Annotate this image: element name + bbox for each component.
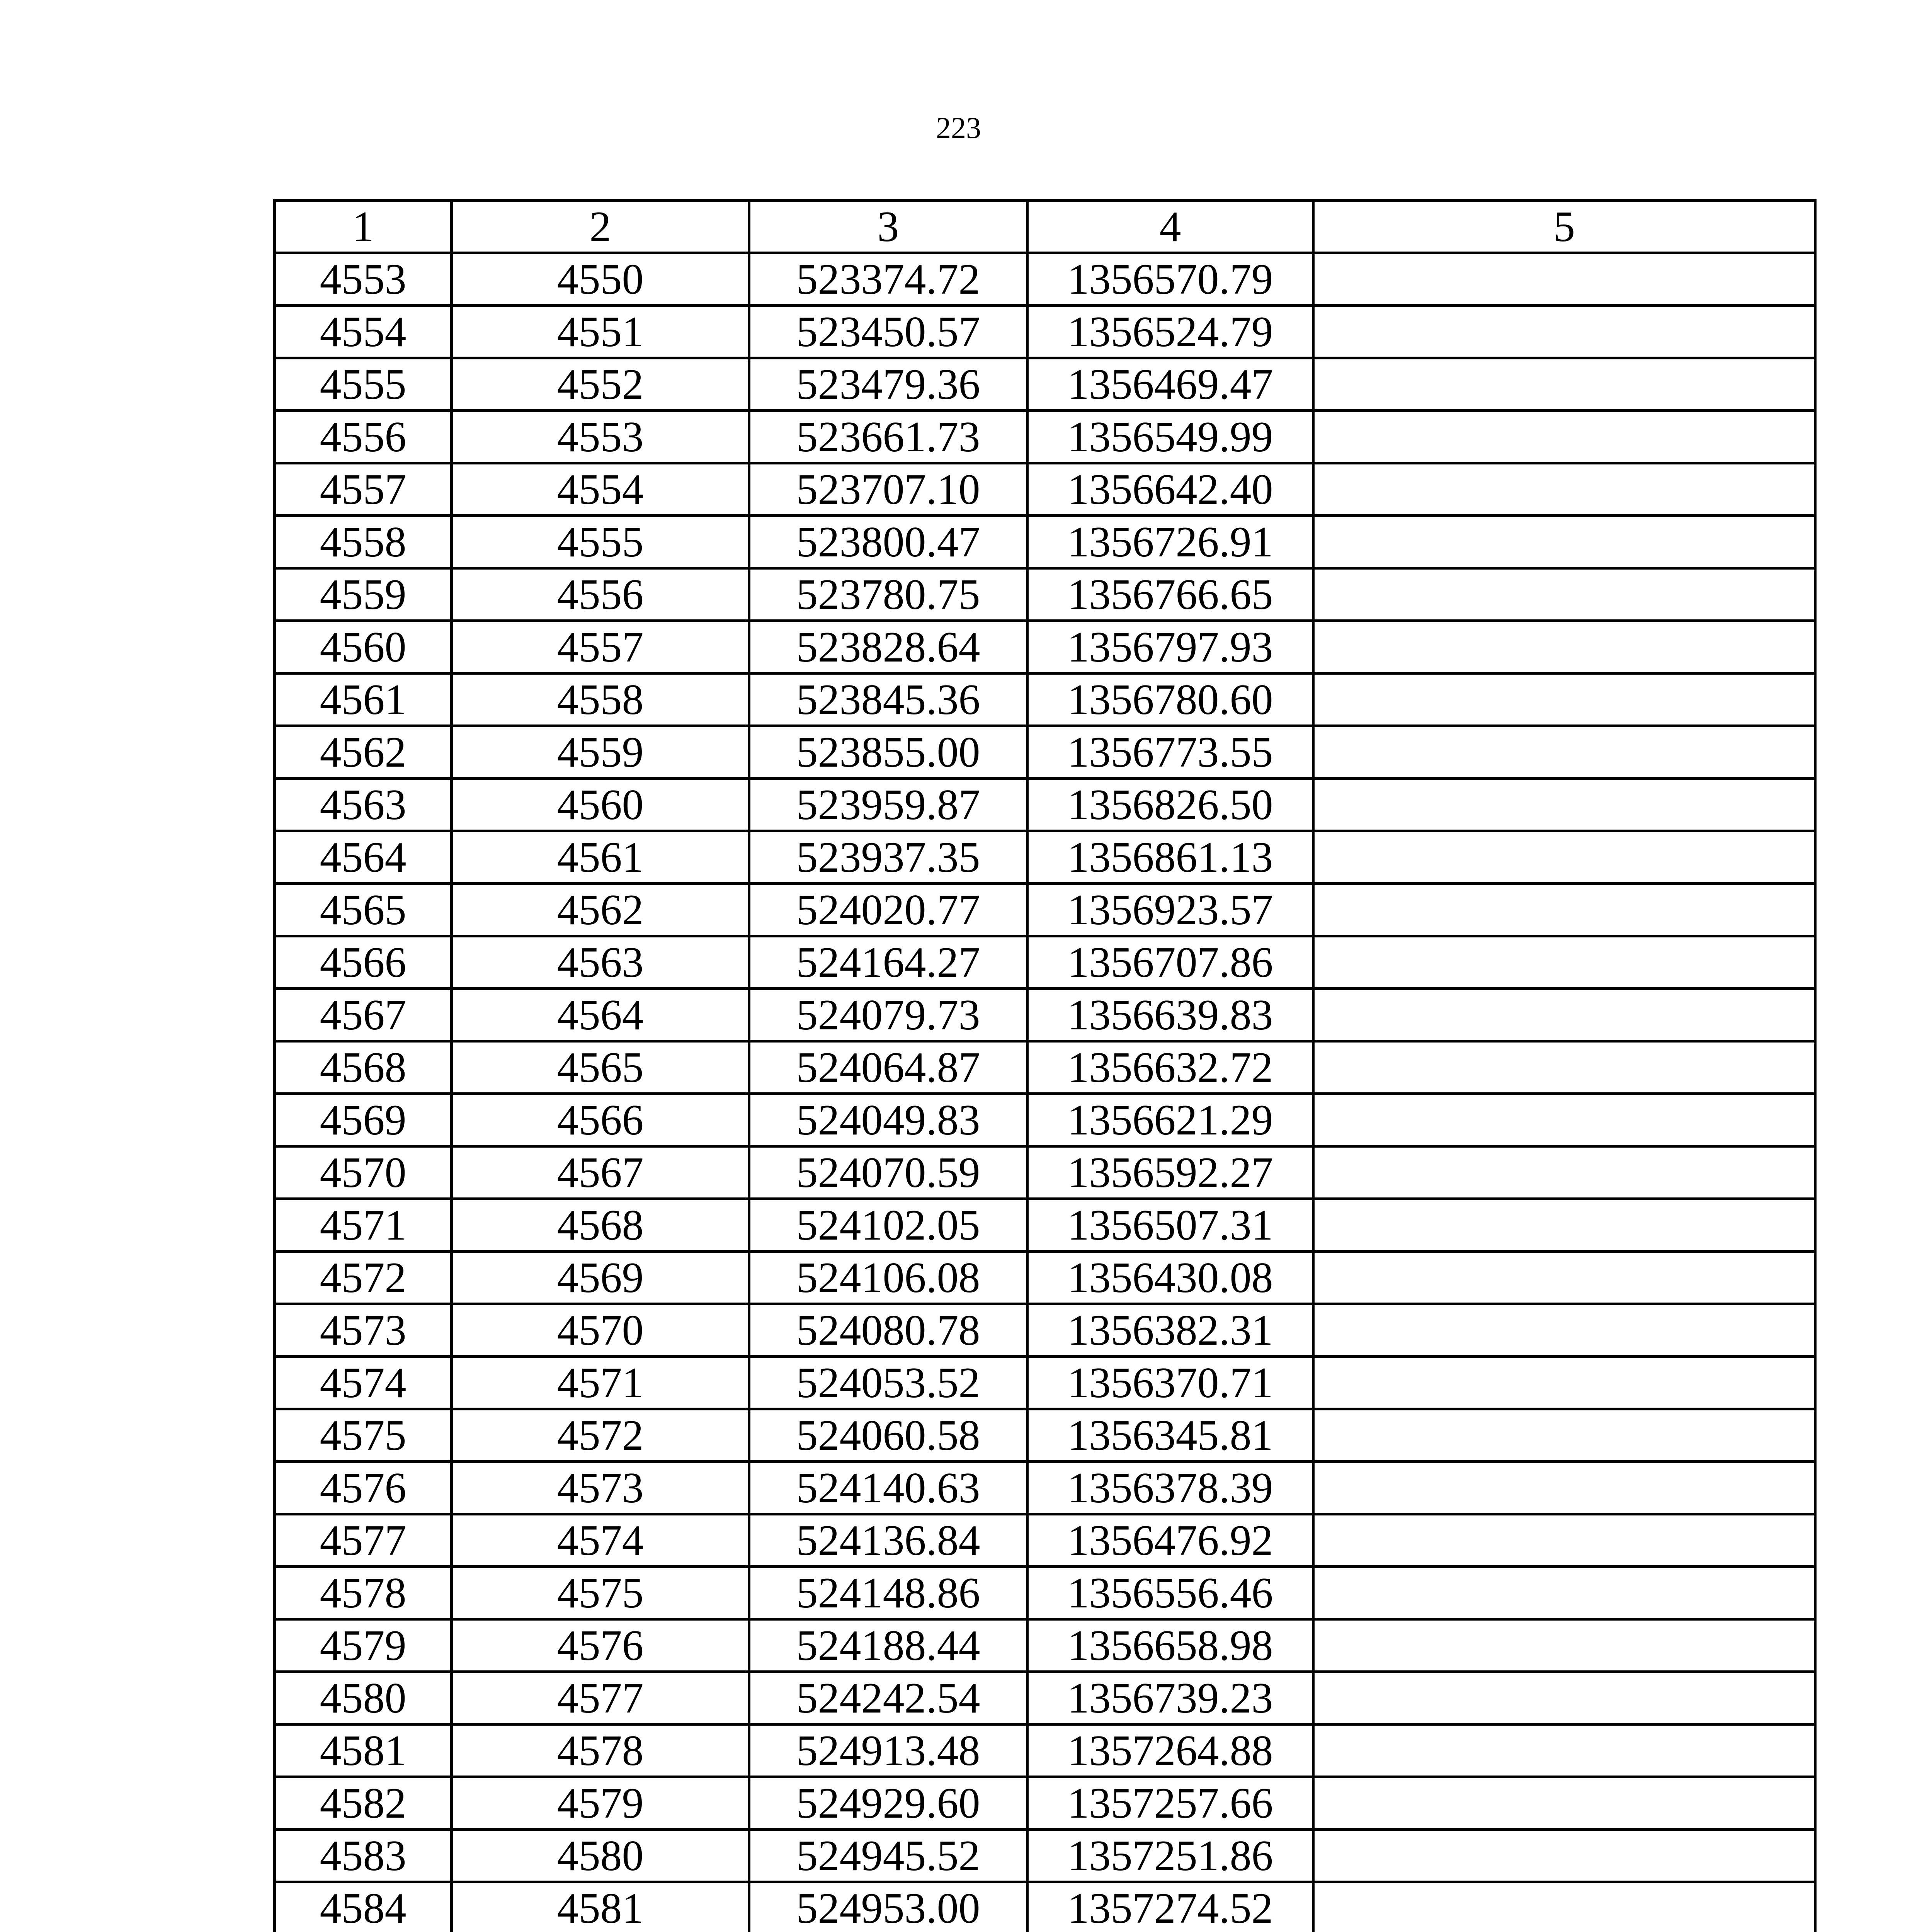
point-number-cell: 4568 bbox=[275, 1041, 452, 1094]
note-cell bbox=[1313, 358, 1815, 411]
prev-number-cell: 4551 bbox=[452, 306, 749, 358]
point-number-cell: 4569 bbox=[275, 1094, 452, 1146]
y-coordinate-cell: 1356382.31 bbox=[1027, 1304, 1313, 1357]
point-number-cell: 4584 bbox=[275, 1882, 452, 1932]
point-number-cell: 4575 bbox=[275, 1409, 452, 1462]
note-cell bbox=[1313, 1146, 1815, 1199]
prev-number-cell: 4563 bbox=[452, 936, 749, 989]
x-coordinate-cell: 524140.63 bbox=[749, 1462, 1027, 1514]
prev-number-cell: 4569 bbox=[452, 1252, 749, 1304]
note-cell bbox=[1313, 1041, 1815, 1094]
point-number-cell: 4579 bbox=[275, 1619, 452, 1672]
y-coordinate-cell: 1356430.08 bbox=[1027, 1252, 1313, 1304]
table-row bbox=[275, 1409, 1815, 1462]
note-cell bbox=[1313, 463, 1815, 516]
note-cell bbox=[1313, 726, 1815, 779]
y-coordinate-cell: 1356621.29 bbox=[1027, 1094, 1313, 1146]
prev-number-cell: 4555 bbox=[452, 516, 749, 568]
note-cell bbox=[1313, 516, 1815, 568]
note-cell bbox=[1313, 1830, 1815, 1882]
prev-number-cell: 4570 bbox=[452, 1304, 749, 1357]
table-row bbox=[275, 1514, 1815, 1567]
point-number-cell: 4555 bbox=[275, 358, 452, 411]
header-cell: 1 bbox=[275, 201, 452, 253]
table-row bbox=[275, 779, 1815, 831]
prev-number-cell: 4573 bbox=[452, 1462, 749, 1514]
y-coordinate-cell: 1356797.93 bbox=[1027, 621, 1313, 673]
y-coordinate-cell: 1356549.99 bbox=[1027, 411, 1313, 463]
header-cell: 2 bbox=[452, 201, 749, 253]
point-number-cell: 4554 bbox=[275, 306, 452, 358]
table-row bbox=[275, 1672, 1815, 1725]
note-cell bbox=[1313, 1882, 1815, 1932]
note-cell bbox=[1313, 1199, 1815, 1252]
point-number-cell: 4553 bbox=[275, 253, 452, 306]
x-coordinate-cell: 524164.27 bbox=[749, 936, 1027, 989]
table-row bbox=[275, 1882, 1815, 1932]
table-row bbox=[275, 1777, 1815, 1830]
point-number-cell: 4576 bbox=[275, 1462, 452, 1514]
table-row bbox=[275, 1830, 1815, 1882]
x-coordinate-cell: 523855.00 bbox=[749, 726, 1027, 779]
prev-number-cell: 4564 bbox=[452, 989, 749, 1041]
header-row bbox=[275, 201, 1815, 253]
y-coordinate-cell: 1356632.72 bbox=[1027, 1041, 1313, 1094]
prev-number-cell: 4571 bbox=[452, 1357, 749, 1409]
table-row bbox=[275, 884, 1815, 936]
note-cell bbox=[1313, 831, 1815, 884]
point-number-cell: 4559 bbox=[275, 568, 452, 621]
prev-number-cell: 4578 bbox=[452, 1725, 749, 1777]
table-header bbox=[275, 201, 1815, 253]
note-cell bbox=[1313, 1409, 1815, 1462]
coordinates-table bbox=[273, 199, 1817, 1932]
x-coordinate-cell: 523780.75 bbox=[749, 568, 1027, 621]
prev-number-cell: 4567 bbox=[452, 1146, 749, 1199]
y-coordinate-cell: 1357264.88 bbox=[1027, 1725, 1313, 1777]
y-coordinate-cell: 1356766.65 bbox=[1027, 568, 1313, 621]
note-cell bbox=[1313, 1514, 1815, 1567]
point-number-cell: 4566 bbox=[275, 936, 452, 989]
y-coordinate-cell: 1356826.50 bbox=[1027, 779, 1313, 831]
y-coordinate-cell: 1356773.55 bbox=[1027, 726, 1313, 779]
point-number-cell: 4578 bbox=[275, 1567, 452, 1619]
y-coordinate-cell: 1356726.91 bbox=[1027, 516, 1313, 568]
page-number: 223 bbox=[936, 111, 981, 145]
note-cell bbox=[1313, 411, 1815, 463]
x-coordinate-cell: 524188.44 bbox=[749, 1619, 1027, 1672]
y-coordinate-cell: 1356556.46 bbox=[1027, 1567, 1313, 1619]
x-coordinate-cell: 524079.73 bbox=[749, 989, 1027, 1041]
prev-number-cell: 4557 bbox=[452, 621, 749, 673]
note-cell bbox=[1313, 1304, 1815, 1357]
x-coordinate-cell: 523707.10 bbox=[749, 463, 1027, 516]
x-coordinate-cell: 524913.48 bbox=[749, 1725, 1027, 1777]
note-cell bbox=[1313, 989, 1815, 1041]
x-coordinate-cell: 524136.84 bbox=[749, 1514, 1027, 1567]
point-number-cell: 4581 bbox=[275, 1725, 452, 1777]
point-number-cell: 4564 bbox=[275, 831, 452, 884]
x-coordinate-cell: 524945.52 bbox=[749, 1830, 1027, 1882]
table-row bbox=[275, 358, 1815, 411]
x-coordinate-cell: 524242.54 bbox=[749, 1672, 1027, 1725]
point-number-cell: 4582 bbox=[275, 1777, 452, 1830]
prev-number-cell: 4553 bbox=[452, 411, 749, 463]
x-coordinate-cell: 524064.87 bbox=[749, 1041, 1027, 1094]
y-coordinate-cell: 1356658.98 bbox=[1027, 1619, 1313, 1672]
table-row bbox=[275, 1462, 1815, 1514]
point-number-cell: 4556 bbox=[275, 411, 452, 463]
note-cell bbox=[1313, 884, 1815, 936]
prev-number-cell: 4562 bbox=[452, 884, 749, 936]
y-coordinate-cell: 1356370.71 bbox=[1027, 1357, 1313, 1409]
prev-number-cell: 4550 bbox=[452, 253, 749, 306]
y-coordinate-cell: 1356469.47 bbox=[1027, 358, 1313, 411]
prev-number-cell: 4552 bbox=[452, 358, 749, 411]
prev-number-cell: 4561 bbox=[452, 831, 749, 884]
x-coordinate-cell: 524148.86 bbox=[749, 1567, 1027, 1619]
prev-number-cell: 4568 bbox=[452, 1199, 749, 1252]
prev-number-cell: 4580 bbox=[452, 1830, 749, 1882]
note-cell bbox=[1313, 1567, 1815, 1619]
prev-number-cell: 4577 bbox=[452, 1672, 749, 1725]
x-coordinate-cell: 523661.73 bbox=[749, 411, 1027, 463]
header-cell: 3 bbox=[749, 201, 1027, 253]
table-row bbox=[275, 621, 1815, 673]
header-cell: 4 bbox=[1027, 201, 1313, 253]
y-coordinate-cell: 1356861.13 bbox=[1027, 831, 1313, 884]
x-coordinate-cell: 524080.78 bbox=[749, 1304, 1027, 1357]
note-cell bbox=[1313, 1094, 1815, 1146]
table-row bbox=[275, 1252, 1815, 1304]
note-cell bbox=[1313, 1725, 1815, 1777]
table-row bbox=[275, 463, 1815, 516]
prev-number-cell: 4572 bbox=[452, 1409, 749, 1462]
header-cell: 5 bbox=[1313, 201, 1815, 253]
x-coordinate-cell: 524070.59 bbox=[749, 1146, 1027, 1199]
y-coordinate-cell: 1356639.83 bbox=[1027, 989, 1313, 1041]
point-number-cell: 4573 bbox=[275, 1304, 452, 1357]
x-coordinate-cell: 524020.77 bbox=[749, 884, 1027, 936]
y-coordinate-cell: 1356592.27 bbox=[1027, 1146, 1313, 1199]
table-row bbox=[275, 673, 1815, 726]
note-cell bbox=[1313, 1672, 1815, 1725]
table-row bbox=[275, 989, 1815, 1041]
y-coordinate-cell: 1356476.92 bbox=[1027, 1514, 1313, 1567]
x-coordinate-cell: 524106.08 bbox=[749, 1252, 1027, 1304]
point-number-cell: 4583 bbox=[275, 1830, 452, 1882]
note-cell bbox=[1313, 253, 1815, 306]
x-coordinate-cell: 524929.60 bbox=[749, 1777, 1027, 1830]
x-coordinate-cell: 523845.36 bbox=[749, 673, 1027, 726]
y-coordinate-cell: 1357274.52 bbox=[1027, 1882, 1313, 1932]
y-coordinate-cell: 1356642.40 bbox=[1027, 463, 1313, 516]
table-row bbox=[275, 726, 1815, 779]
note-cell bbox=[1313, 779, 1815, 831]
table-row bbox=[275, 411, 1815, 463]
point-number-cell: 4580 bbox=[275, 1672, 452, 1725]
point-number-cell: 4574 bbox=[275, 1357, 452, 1409]
x-coordinate-cell: 524102.05 bbox=[749, 1199, 1027, 1252]
point-number-cell: 4560 bbox=[275, 621, 452, 673]
prev-number-cell: 4579 bbox=[452, 1777, 749, 1830]
x-coordinate-cell: 523828.64 bbox=[749, 621, 1027, 673]
note-cell bbox=[1313, 673, 1815, 726]
point-number-cell: 4557 bbox=[275, 463, 452, 516]
note-cell bbox=[1313, 621, 1815, 673]
y-coordinate-cell: 1356524.79 bbox=[1027, 306, 1313, 358]
table-body bbox=[275, 253, 1815, 1932]
note-cell bbox=[1313, 1252, 1815, 1304]
point-number-cell: 4561 bbox=[275, 673, 452, 726]
point-number-cell: 4577 bbox=[275, 1514, 452, 1567]
point-number-cell: 4572 bbox=[275, 1252, 452, 1304]
prev-number-cell: 4556 bbox=[452, 568, 749, 621]
note-cell bbox=[1313, 568, 1815, 621]
table-row bbox=[275, 1199, 1815, 1252]
note-cell bbox=[1313, 1619, 1815, 1672]
table-row bbox=[275, 1725, 1815, 1777]
note-cell bbox=[1313, 306, 1815, 358]
note-cell bbox=[1313, 936, 1815, 989]
y-coordinate-cell: 1356378.39 bbox=[1027, 1462, 1313, 1514]
y-coordinate-cell: 1356739.23 bbox=[1027, 1672, 1313, 1725]
x-coordinate-cell: 524053.52 bbox=[749, 1357, 1027, 1409]
y-coordinate-cell: 1356923.57 bbox=[1027, 884, 1313, 936]
table-row bbox=[275, 1146, 1815, 1199]
point-number-cell: 4567 bbox=[275, 989, 452, 1041]
x-coordinate-cell: 523479.36 bbox=[749, 358, 1027, 411]
point-number-cell: 4571 bbox=[275, 1199, 452, 1252]
table-row bbox=[275, 1357, 1815, 1409]
point-number-cell: 4565 bbox=[275, 884, 452, 936]
prev-number-cell: 4566 bbox=[452, 1094, 749, 1146]
prev-number-cell: 4574 bbox=[452, 1514, 749, 1567]
x-coordinate-cell: 523800.47 bbox=[749, 516, 1027, 568]
point-number-cell: 4558 bbox=[275, 516, 452, 568]
table-row bbox=[275, 306, 1815, 358]
point-number-cell: 4562 bbox=[275, 726, 452, 779]
prev-number-cell: 4558 bbox=[452, 673, 749, 726]
table-row bbox=[275, 936, 1815, 989]
y-coordinate-cell: 1357257.66 bbox=[1027, 1777, 1313, 1830]
x-coordinate-cell: 524049.83 bbox=[749, 1094, 1027, 1146]
point-number-cell: 4570 bbox=[275, 1146, 452, 1199]
y-coordinate-cell: 1357251.86 bbox=[1027, 1830, 1313, 1882]
table-row bbox=[275, 831, 1815, 884]
y-coordinate-cell: 1356345.81 bbox=[1027, 1409, 1313, 1462]
note-cell bbox=[1313, 1462, 1815, 1514]
prev-number-cell: 4575 bbox=[452, 1567, 749, 1619]
table-row bbox=[275, 1304, 1815, 1357]
table-row bbox=[275, 1094, 1815, 1146]
prev-number-cell: 4560 bbox=[452, 779, 749, 831]
x-coordinate-cell: 523937.35 bbox=[749, 831, 1027, 884]
x-coordinate-cell: 524060.58 bbox=[749, 1409, 1027, 1462]
x-coordinate-cell: 523374.72 bbox=[749, 253, 1027, 306]
point-number-cell: 4563 bbox=[275, 779, 452, 831]
x-coordinate-cell: 524953.00 bbox=[749, 1882, 1027, 1932]
y-coordinate-cell: 1356780.60 bbox=[1027, 673, 1313, 726]
note-cell bbox=[1313, 1777, 1815, 1830]
note-cell bbox=[1313, 1357, 1815, 1409]
table-row bbox=[275, 516, 1815, 568]
y-coordinate-cell: 1356707.86 bbox=[1027, 936, 1313, 989]
table-row bbox=[275, 568, 1815, 621]
prev-number-cell: 4581 bbox=[452, 1882, 749, 1932]
x-coordinate-cell: 523959.87 bbox=[749, 779, 1027, 831]
table-row bbox=[275, 1041, 1815, 1094]
prev-number-cell: 4576 bbox=[452, 1619, 749, 1672]
y-coordinate-cell: 1356570.79 bbox=[1027, 253, 1313, 306]
prev-number-cell: 4559 bbox=[452, 726, 749, 779]
table-row bbox=[275, 253, 1815, 306]
y-coordinate-cell: 1356507.31 bbox=[1027, 1199, 1313, 1252]
table-row bbox=[275, 1567, 1815, 1619]
prev-number-cell: 4565 bbox=[452, 1041, 749, 1094]
prev-number-cell: 4554 bbox=[452, 463, 749, 516]
x-coordinate-cell: 523450.57 bbox=[749, 306, 1027, 358]
table-row bbox=[275, 1619, 1815, 1672]
